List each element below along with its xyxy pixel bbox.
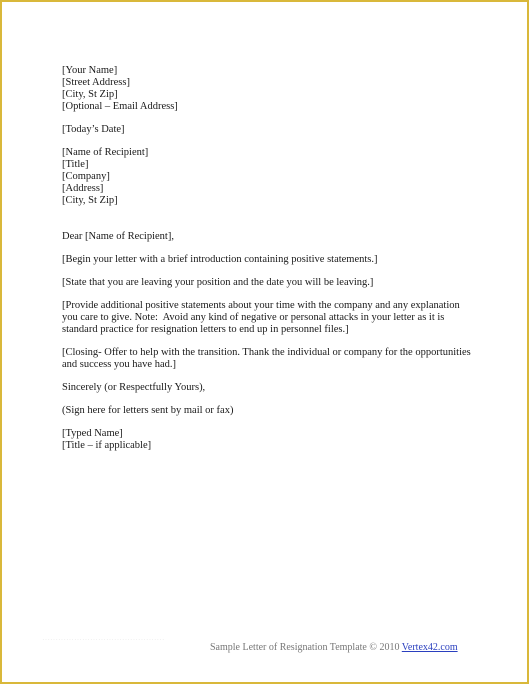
sender-city: [City, St Zip] (62, 89, 118, 100)
additional-paragraph-line: standard practice for resignation letters to end up in personnel files.] (62, 324, 349, 335)
closing-paragraph-line: and success you have had.] (62, 359, 177, 370)
closing-paragraph-line: [Closing- Offer to help with the transition. Thank the individual or company for the opportunities (62, 347, 471, 358)
recipient-city: [City, St Zip] (62, 195, 118, 206)
recipient-address: [Address] (62, 183, 104, 194)
recipient-company: [Company] (62, 171, 110, 182)
sender-email: [Optional – Email Address] (62, 101, 178, 112)
signer-title: [Title – if applicable] (62, 440, 152, 451)
letter-body (62, 65, 482, 452)
footer-text: Sample Letter of Resignation Template © 2010 (210, 642, 402, 653)
additional-paragraph-line: [Provide additional positive statements about your time with the company and any explanation (62, 300, 460, 311)
recipient-name: [Name of Recipient] (62, 147, 149, 158)
additional-paragraph-line: you care to give. Note: Avoid any kind of negative or personal attacks in your letter as it is (62, 312, 445, 323)
sign-here-note: (Sign here for letters sent by mail or fax) (62, 405, 234, 416)
sender-name: [Your Name] (62, 65, 118, 76)
signoff: Sincerely (or Respectfully Yours), (62, 382, 206, 393)
footer (210, 642, 458, 653)
faint-watermark: ·············································· (42, 635, 165, 644)
recipient-title: [Title] (62, 159, 89, 170)
salutation: Dear [Name of Recipient], (62, 231, 174, 242)
footer-link[interactable]: Vertex42.com (401, 642, 458, 653)
state-paragraph: [State that you are leaving your position and the date you will be leaving.] (62, 277, 374, 288)
intro-paragraph: [Begin your letter with a brief introduction containing positive statements.] (62, 254, 378, 265)
sender-street: [Street Address] (62, 77, 130, 88)
letter-date: [Today’s Date] (62, 124, 125, 135)
typed-name: [Typed Name] (62, 428, 123, 439)
